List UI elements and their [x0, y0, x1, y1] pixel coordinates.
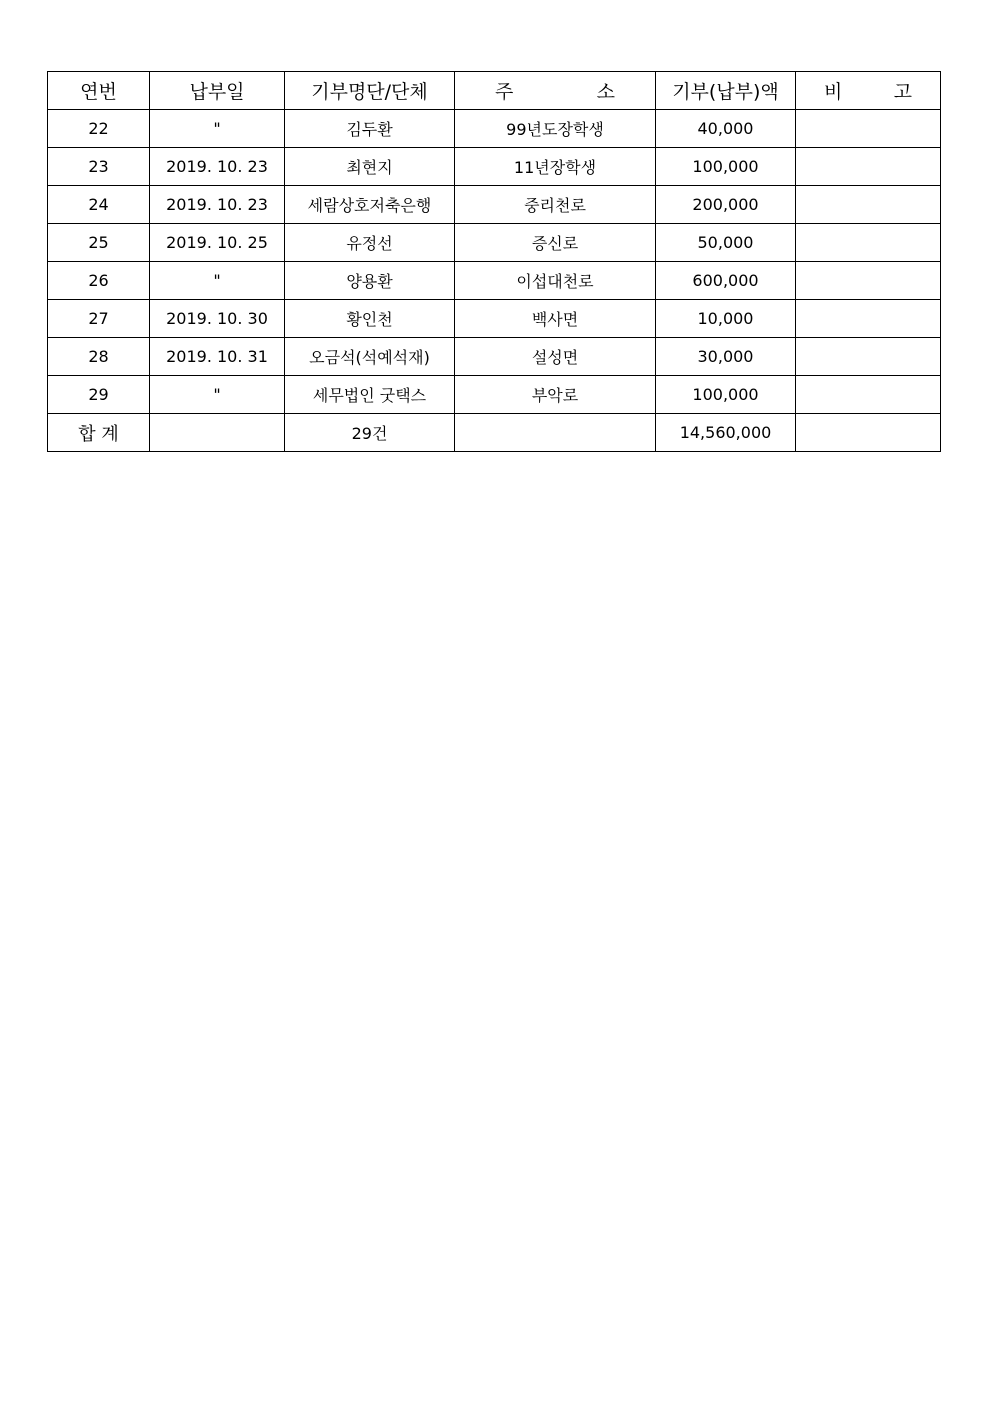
cell-address: 백사면: [455, 300, 656, 338]
cell-no: 22: [48, 110, 150, 148]
cell-note: [796, 186, 941, 224]
header-address-right: 소: [596, 81, 615, 103]
cell-note: [796, 262, 941, 300]
cell-amount: 50,000: [656, 224, 796, 262]
header-note: [796, 72, 941, 110]
cell-note: [796, 300, 941, 338]
table-row: [48, 148, 941, 186]
cell-date: 2019. 10. 23: [150, 148, 285, 186]
cell-address: 부악로: [455, 376, 656, 414]
table-row: [48, 338, 941, 376]
cell-no: 24: [48, 186, 150, 224]
total-row: [48, 414, 941, 452]
cell-date: 2019. 10. 25: [150, 224, 285, 262]
cell-address: 설성면: [455, 338, 656, 376]
table-row: [48, 224, 941, 262]
cell-date: 2019. 10. 23: [150, 186, 285, 224]
cell-amount: 100,000: [656, 148, 796, 186]
header-address-left: 주: [495, 81, 514, 103]
cell-donor: 김두환: [285, 110, 455, 148]
cell-address: 중리천로: [455, 186, 656, 224]
cell-address: 증신로: [455, 224, 656, 262]
total-note: [796, 414, 941, 452]
total-address: [455, 414, 656, 452]
cell-note: [796, 110, 941, 148]
cell-donor: 세람상호저축은행: [285, 186, 455, 224]
total-count: 29건: [285, 414, 455, 452]
cell-no: 27: [48, 300, 150, 338]
cell-date: 2019. 10. 31: [150, 338, 285, 376]
cell-no: 25: [48, 224, 150, 262]
header-amount: 기부(납부)액: [656, 72, 796, 110]
table-row: [48, 110, 941, 148]
header-address: [455, 72, 656, 110]
header-donor: 기부명단/단체: [285, 72, 455, 110]
header-no: 연번: [48, 72, 150, 110]
table-row: [48, 186, 941, 224]
cell-address: 11년장학생: [455, 148, 656, 186]
cell-no: 23: [48, 148, 150, 186]
header-note-right: 고: [893, 81, 912, 103]
table-row: [48, 376, 941, 414]
total-label: 합 계: [48, 414, 150, 452]
cell-note: [796, 148, 941, 186]
cell-note: [796, 376, 941, 414]
cell-amount: 200,000: [656, 186, 796, 224]
cell-donor: 황인천: [285, 300, 455, 338]
header-date: 납부일: [150, 72, 285, 110]
cell-amount: 10,000: [656, 300, 796, 338]
total-amount: 14,560,000: [656, 414, 796, 452]
cell-address: 이섭대천로: [455, 262, 656, 300]
header-note-left: 비: [824, 81, 843, 103]
table-row: [48, 300, 941, 338]
donation-table: [47, 71, 941, 452]
cell-donor: 최현지: [285, 148, 455, 186]
cell-donor: 양용환: [285, 262, 455, 300]
cell-no: 26: [48, 262, 150, 300]
cell-address: 99년도장학생: [455, 110, 656, 148]
cell-date: 2019. 10. 30: [150, 300, 285, 338]
table-row: [48, 262, 941, 300]
cell-amount: 40,000: [656, 110, 796, 148]
cell-date: ": [150, 110, 285, 148]
cell-donor: 세무법인 굿택스: [285, 376, 455, 414]
cell-no: 28: [48, 338, 150, 376]
header-row: [48, 72, 941, 110]
cell-note: [796, 338, 941, 376]
cell-date: ": [150, 376, 285, 414]
cell-note: [796, 224, 941, 262]
cell-date: ": [150, 262, 285, 300]
total-date: [150, 414, 285, 452]
cell-amount: 100,000: [656, 376, 796, 414]
cell-donor: 유정선: [285, 224, 455, 262]
cell-amount: 600,000: [656, 262, 796, 300]
cell-donor: 오금석(석예석재): [285, 338, 455, 376]
cell-amount: 30,000: [656, 338, 796, 376]
cell-no: 29: [48, 376, 150, 414]
